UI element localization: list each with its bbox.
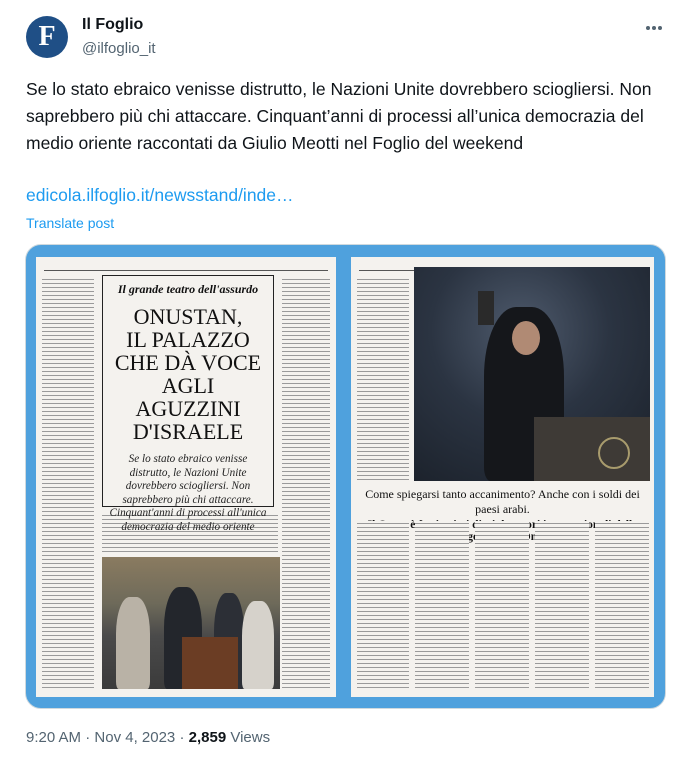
post-date[interactable]: Nov 4, 2023	[94, 729, 176, 746]
photo-un-meeting	[102, 557, 280, 689]
article-deck: Se lo stato ebraico venisse distrutto, le Nazioni Unite dovrebbero sciogliersi. Non saprebbero più chi attaccare. Cinquant'anni di processi all'unica democrazia del medio oriente	[109, 453, 267, 533]
views-count: 2,859	[188, 729, 227, 746]
article-kicker: Il grande teatro dell'assurdo	[117, 282, 259, 296]
text-column	[535, 521, 589, 689]
translate-post-button[interactable]: Translate post	[26, 215, 115, 231]
newspaper-left-page	[36, 257, 336, 697]
post-time[interactable]: 9:20 AM	[26, 729, 82, 746]
avatar-letter: F	[38, 21, 56, 52]
text-column	[475, 521, 529, 689]
left-masthead	[44, 261, 328, 271]
text-column	[282, 277, 330, 689]
text-column	[595, 521, 649, 689]
user-handle[interactable]: @ilfoglio_it	[82, 40, 156, 57]
newspaper-right-page	[351, 257, 654, 697]
display-name[interactable]: Il Foglio	[82, 16, 144, 33]
post-meta	[26, 729, 270, 746]
article-headline: ONUSTAN, IL PALAZZO CHE DÀ VOCE AGLI AGUZZINI D'ISRAELE	[114, 304, 262, 444]
text-column	[357, 277, 409, 481]
post-text: Se lo stato ebraico venisse distrutto, le Nazioni Unite dovrebbero sciogliersi. Non saprebbero più chi attaccare. Cinquant’anni di processi all’unica democrazia del medio oriente raccontati da Giulio Meotti nel Foglio del weekend	[26, 79, 652, 153]
text-column	[42, 277, 94, 689]
more-dots-icon[interactable]	[642, 16, 666, 40]
photo-speaker-podium	[414, 267, 650, 481]
text-column	[415, 521, 469, 689]
avatar[interactable]	[26, 16, 68, 58]
meta-separator: ·	[179, 729, 185, 746]
views-label: Views	[230, 729, 271, 746]
headline-box	[102, 275, 274, 533]
text-column	[357, 521, 409, 689]
banner-line-1: Come spiegarsi tanto accanimento? Anche con i soldi dei paesi arabi.	[365, 487, 640, 516]
banner-line-2: è	[410, 519, 416, 531]
post-link[interactable]: edicola.ilfoglio.it/newsstand/inde…	[26, 185, 294, 205]
meta-separator: ·	[85, 729, 91, 746]
post-image[interactable]	[25, 244, 666, 709]
